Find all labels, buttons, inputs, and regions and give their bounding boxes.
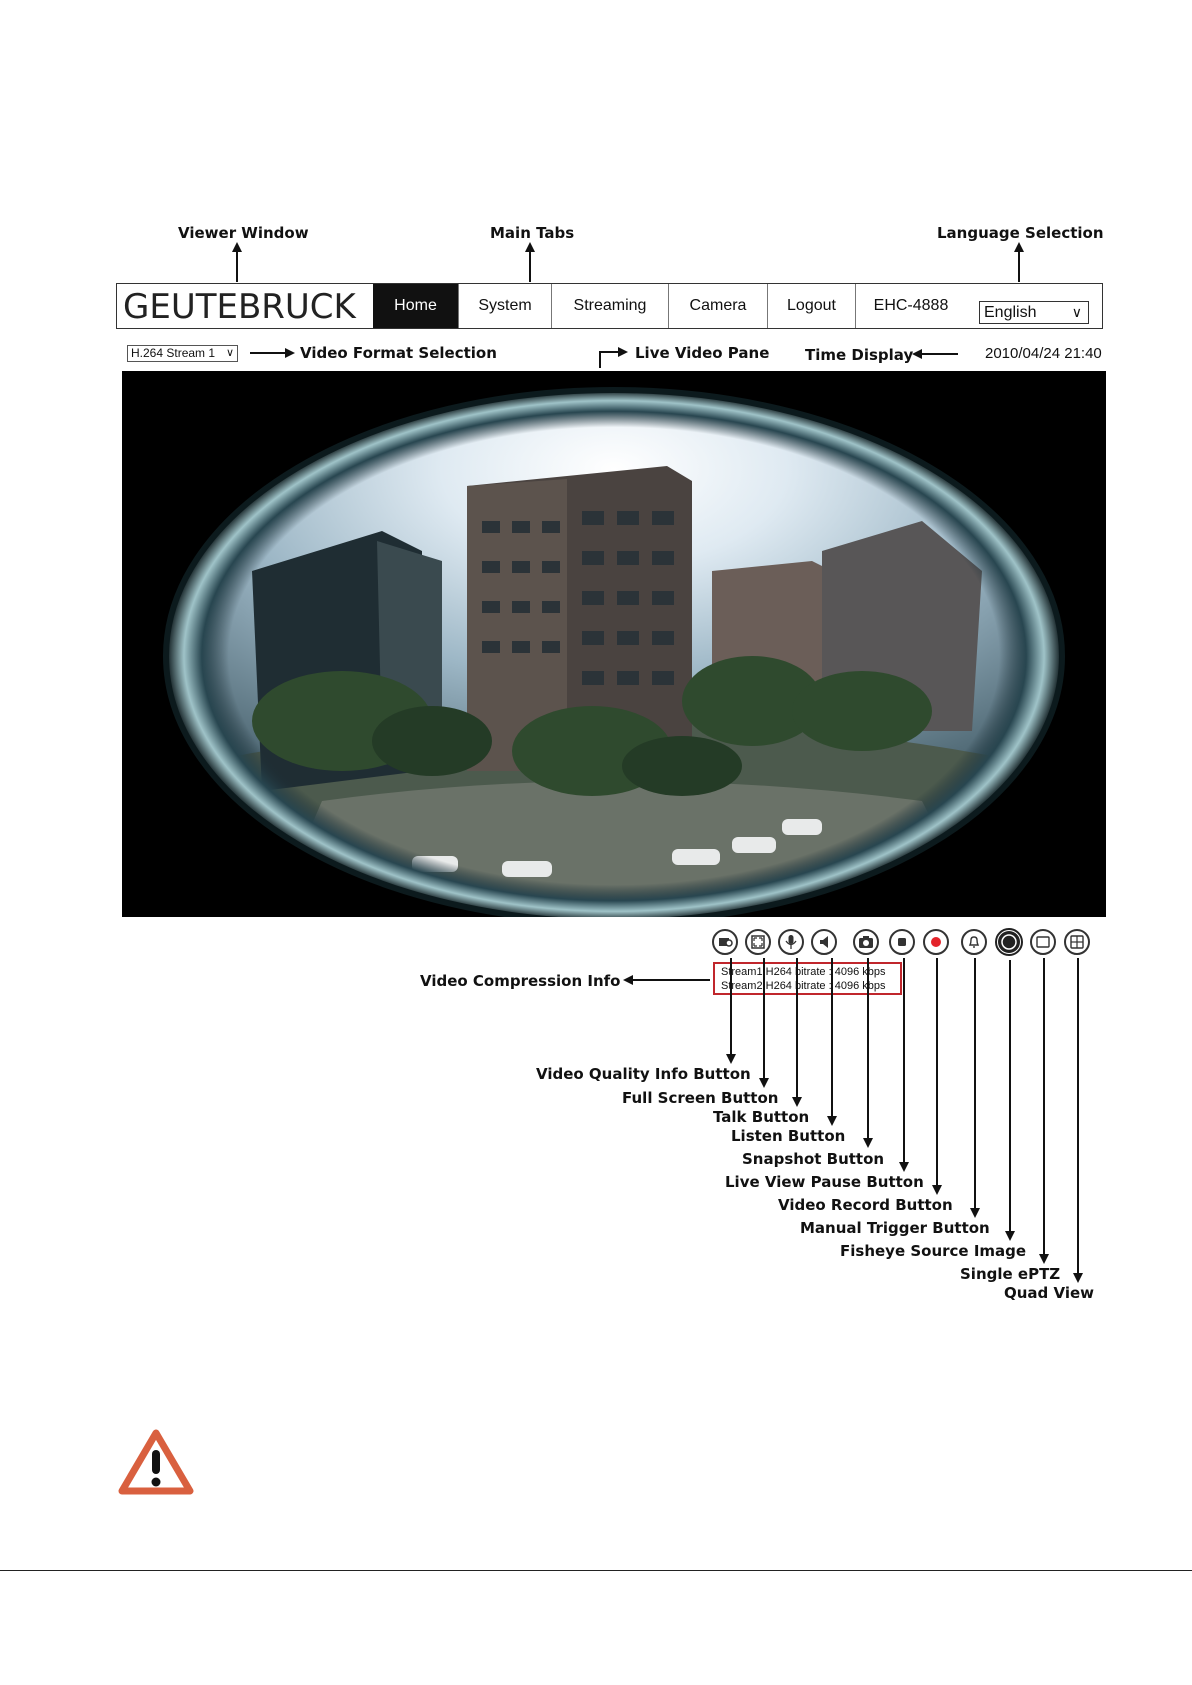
video-format-value: H.264 Stream 1 bbox=[131, 346, 216, 360]
stop-icon bbox=[891, 931, 913, 953]
camera-icon bbox=[855, 931, 877, 953]
full-screen-icon bbox=[747, 931, 769, 953]
callout-viewer-window: Viewer Window bbox=[178, 224, 309, 242]
callout-video-compression-info: Video Compression Info bbox=[420, 972, 621, 990]
callout-live-view-pause-button: Live View Pause Button bbox=[725, 1173, 924, 1191]
stream2-info: Stream2 H264 bitrate : 4096 kbps bbox=[721, 980, 886, 992]
time-display: 2010/04/24 21:40 bbox=[985, 345, 1102, 362]
quad-view-icon bbox=[1066, 931, 1088, 953]
tab-logout[interactable]: Logout bbox=[767, 284, 855, 328]
manual-trigger-button[interactable] bbox=[961, 929, 987, 955]
video-quality-info-button[interactable] bbox=[712, 929, 738, 955]
chevron-down-icon: ∨ bbox=[1071, 304, 1082, 320]
footer-divider bbox=[0, 1570, 1192, 1571]
callout-video-record-button: Video Record Button bbox=[778, 1196, 953, 1214]
quad-view-button[interactable] bbox=[1064, 929, 1090, 955]
video-quality-info-icon bbox=[714, 931, 736, 953]
speaker-icon bbox=[813, 931, 835, 953]
callout-quad-view: Quad View bbox=[1004, 1284, 1095, 1302]
video-compression-info bbox=[713, 962, 902, 995]
warning-icon bbox=[117, 1428, 195, 1496]
language-select[interactable] bbox=[979, 301, 1089, 324]
full-screen-button[interactable] bbox=[745, 929, 771, 955]
callout-video-format-selection: Video Format Selection bbox=[300, 344, 497, 362]
stream1-info: Stream1 H264 bitrate : 4096 kbps bbox=[721, 966, 886, 978]
callout-fisheye-source-image: Fisheye Source Image bbox=[840, 1242, 1027, 1260]
microphone-icon bbox=[780, 931, 802, 953]
tab-streaming[interactable]: Streaming bbox=[551, 284, 668, 328]
callout-single-eptz: Single ePTZ bbox=[960, 1265, 1061, 1283]
tab-device-model[interactable]: EHC-4888 bbox=[855, 284, 966, 328]
callout-listen-button: Listen Button bbox=[731, 1127, 846, 1145]
callout-main-tabs: Main Tabs bbox=[490, 224, 575, 242]
single-eptz-button[interactable] bbox=[1030, 929, 1056, 955]
video-format-select[interactable] bbox=[127, 345, 238, 362]
callout-video-quality-info-button: Video Quality Info Button bbox=[536, 1065, 751, 1083]
tab-camera[interactable]: Camera bbox=[668, 284, 767, 328]
callout-language-selection: Language Selection bbox=[937, 224, 1104, 242]
callout-talk-button: Talk Button bbox=[713, 1108, 810, 1126]
video-record-button[interactable] bbox=[923, 929, 949, 955]
callout-live-video-pane: Live Video Pane bbox=[635, 344, 770, 362]
language-select-value: English bbox=[984, 304, 1037, 321]
live-video-pane[interactable] bbox=[122, 371, 1106, 917]
talk-button[interactable] bbox=[778, 929, 804, 955]
single-eptz-icon bbox=[1032, 931, 1054, 953]
chevron-down-icon: ∨ bbox=[225, 347, 234, 359]
fisheye-video-image bbox=[122, 371, 1106, 917]
live-view-pause-button[interactable] bbox=[889, 929, 915, 955]
callout-manual-trigger-button: Manual Trigger Button bbox=[800, 1219, 990, 1237]
callout-full-screen-button: Full Screen Button bbox=[622, 1089, 779, 1107]
fisheye-source-image-button[interactable] bbox=[995, 928, 1023, 956]
record-icon bbox=[925, 931, 947, 953]
listen-button[interactable] bbox=[811, 929, 837, 955]
brand-logo: GEUTEBRUCK bbox=[123, 287, 356, 327]
callout-time-display: Time Display bbox=[805, 346, 914, 364]
tab-system[interactable]: System bbox=[458, 284, 551, 328]
fisheye-source-icon bbox=[997, 930, 1021, 954]
snapshot-button[interactable] bbox=[853, 929, 879, 955]
callout-snapshot-button: Snapshot Button bbox=[742, 1150, 885, 1168]
tab-home[interactable]: Home bbox=[373, 284, 458, 328]
bell-icon bbox=[963, 931, 985, 953]
